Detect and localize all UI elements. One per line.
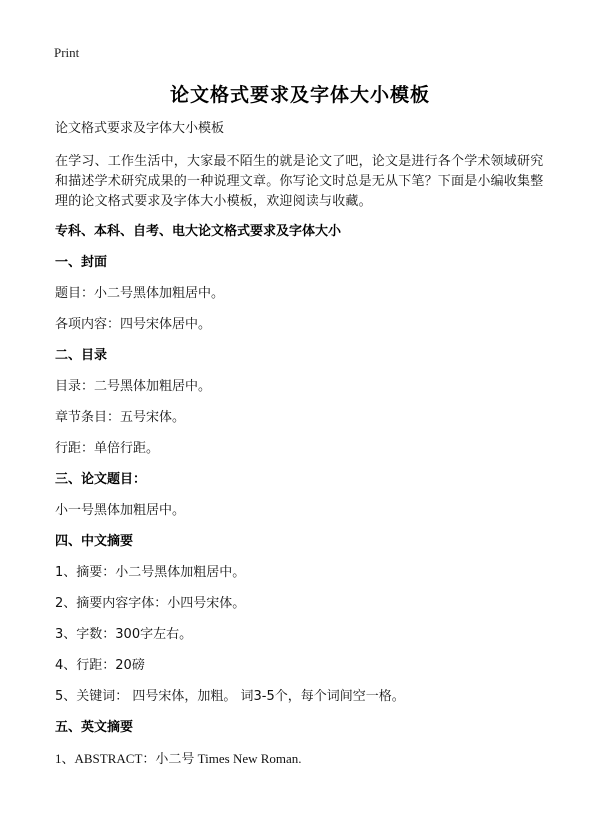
main-section-heading: 专科、本科、自考、电大论文格式要求及字体大小 [55, 224, 342, 239]
list-item: 2、摘要内容字体：小四号宋体。 [55, 596, 246, 611]
list-item: 4、行距：20磅 [55, 658, 145, 673]
print-label: Print [54, 45, 80, 60]
section-heading-chinese-abstract: 四、中文摘要 [55, 534, 134, 549]
list-item: 行距：单倍行距。 [55, 441, 160, 456]
section-heading-english-abstract: 五、英文摘要 [55, 720, 134, 735]
list-item: 1、ABSTRACT：小二号 Times New Roman. [55, 751, 302, 766]
intro-paragraph: 在学习、工作生活中，大家最不陌生的就是论文了吧，论文是进行各个学术领域研究和描述学术研究成果的一种说理文章。你写论文时总是无从下笔？下面是小编收集整理的论文格式要求及字体大小模板，欢迎阅读与收藏。 [55, 154, 544, 209]
list-item: 目录：二号黑体加粗居中。 [55, 379, 212, 394]
list-item: 各项内容：四号宋体居中。 [55, 317, 212, 332]
list-item: 5、关键词： 四号宋体，加粗。 词3-5个，每个词间空一格。 [55, 689, 405, 704]
list-item: 小一号黑体加粗居中。 [55, 503, 186, 518]
section-heading-paper-title: 三、论文题目： [55, 472, 147, 487]
list-item: 题目：小二号黑体加粗居中。 [55, 286, 225, 301]
section-heading-toc: 二、目录 [55, 348, 108, 363]
list-item: 章节条目：五号宋体。 [55, 410, 186, 425]
document-title: 论文格式要求及字体大小模板 [169, 84, 430, 106]
list-item: 1、摘要：小二号黑体加粗居中。 [55, 565, 246, 580]
document-subtitle: 论文格式要求及字体大小模板 [55, 121, 225, 136]
list-item: 3、字数：300字左右。 [55, 627, 193, 642]
document-body [55, 119, 550, 769]
section-heading-cover: 一、封面 [55, 255, 108, 270]
